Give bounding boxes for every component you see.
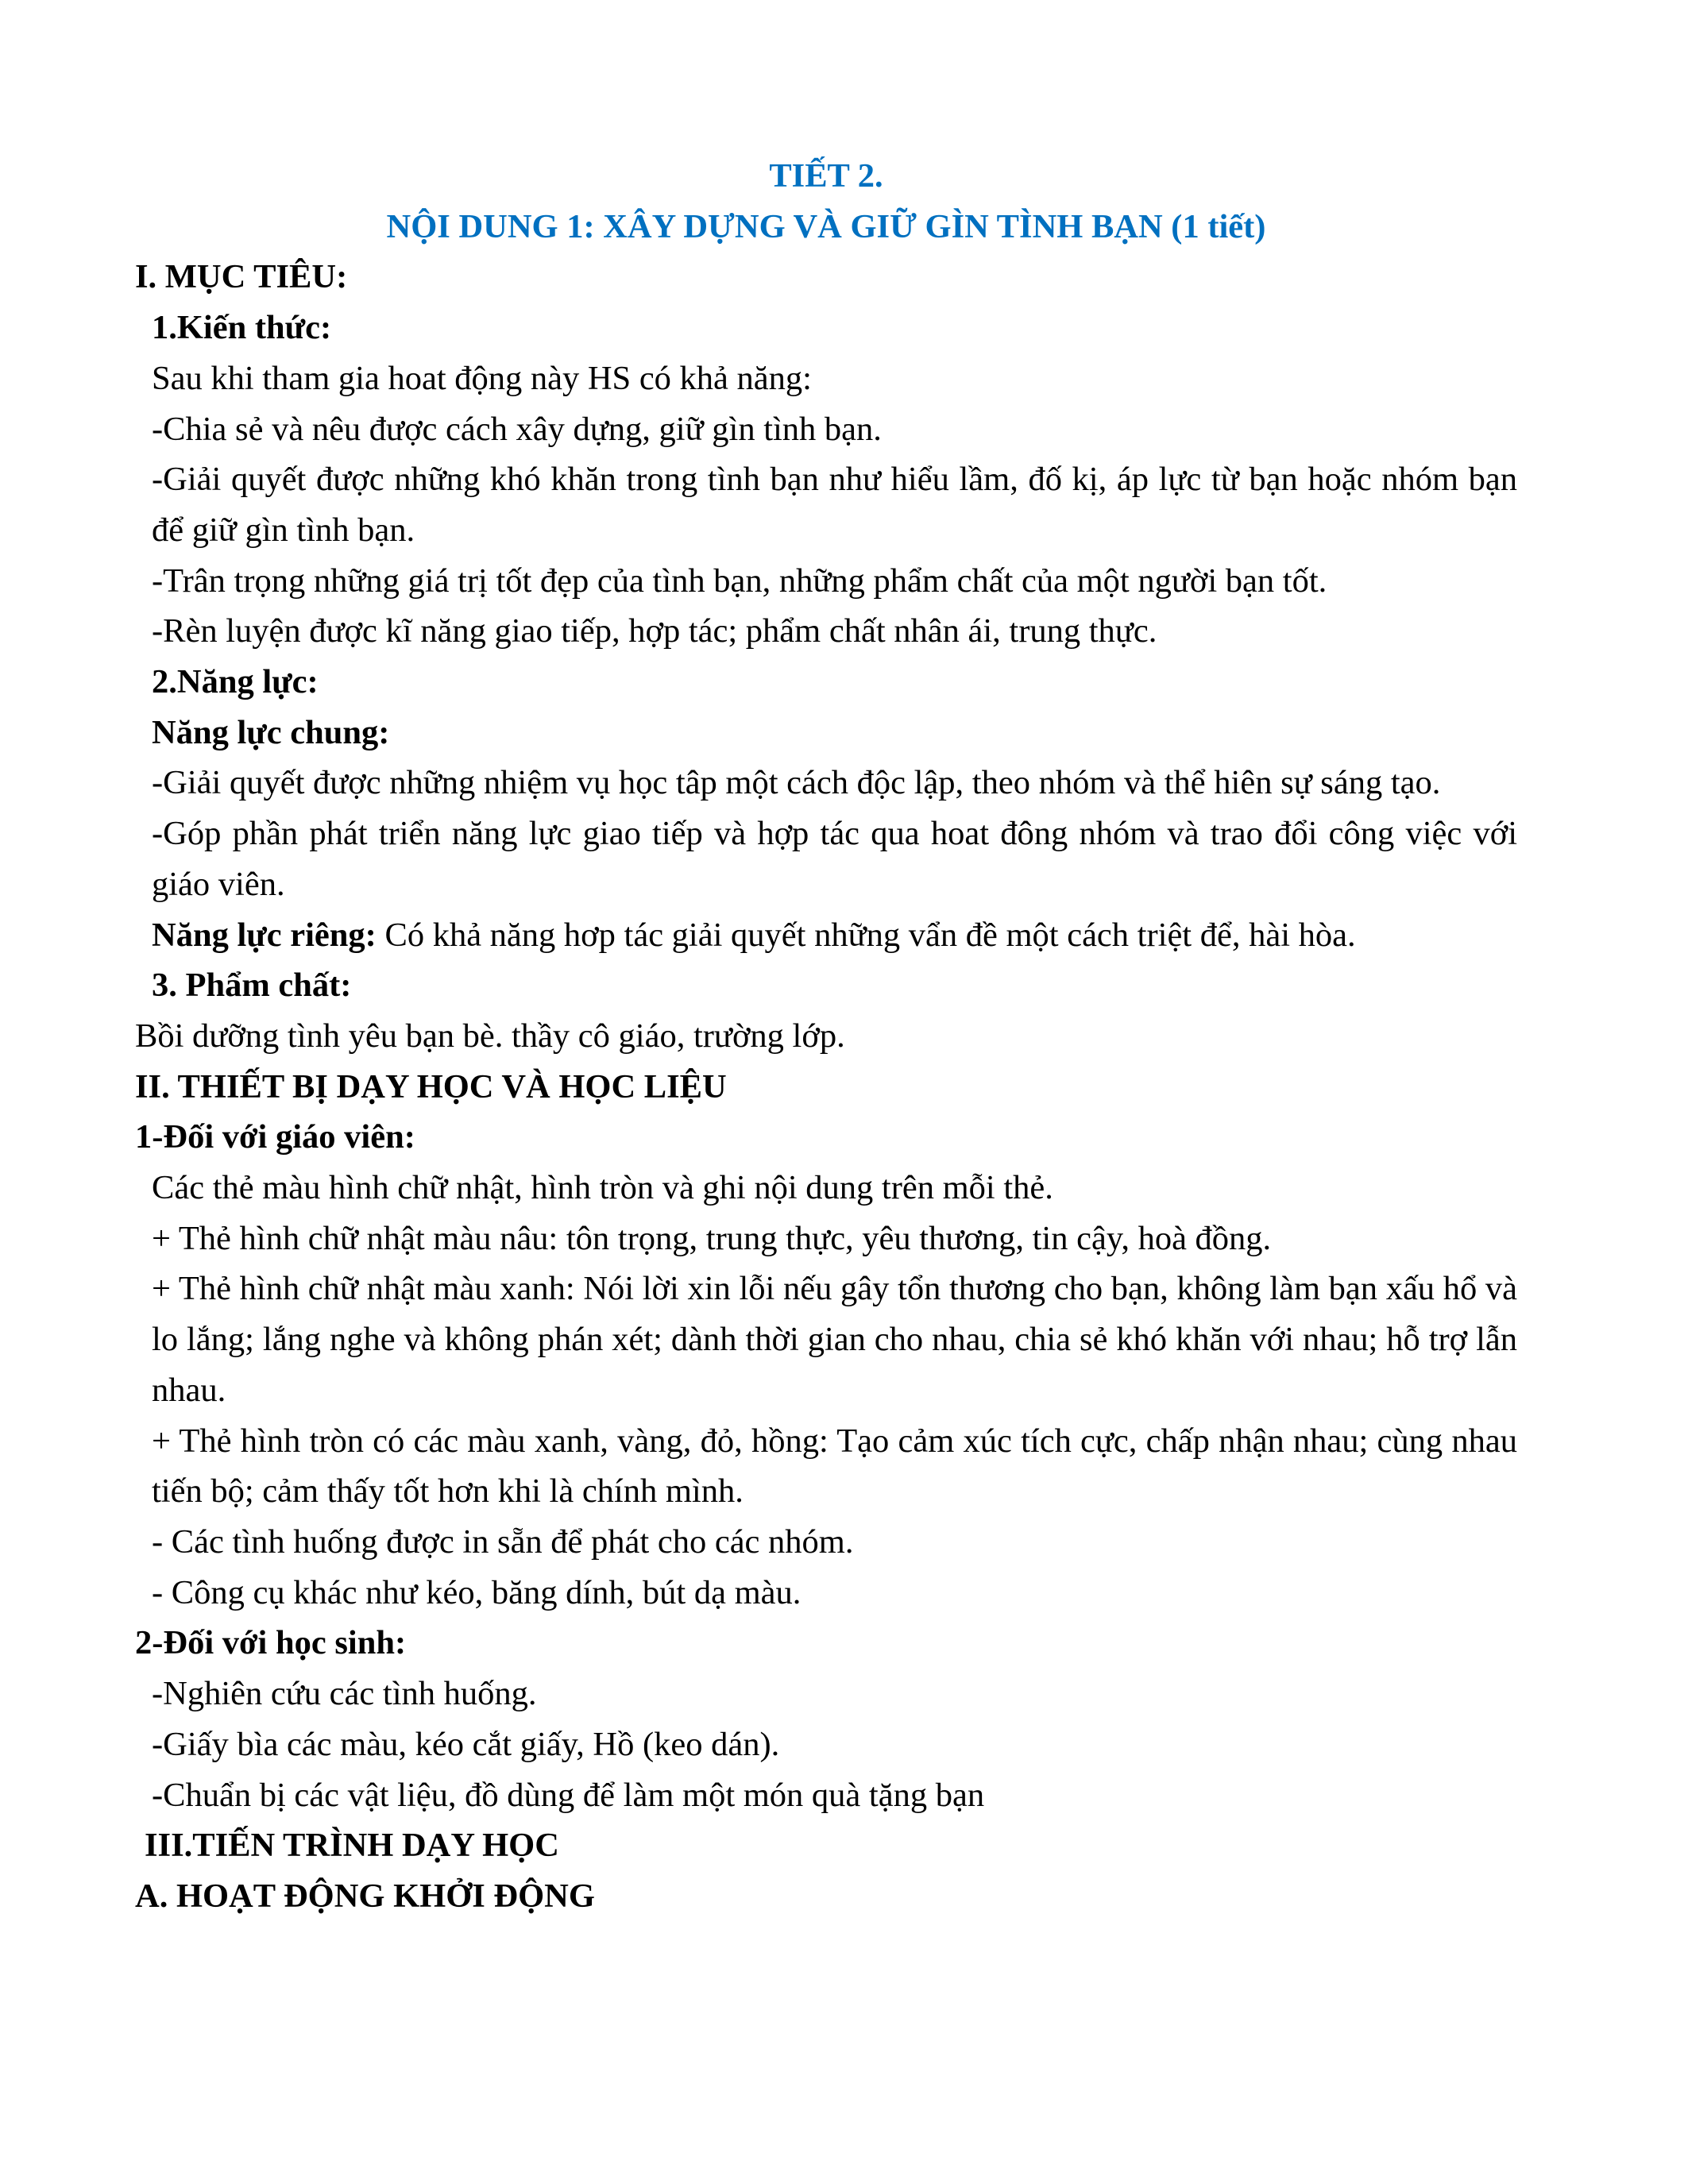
paragraph: -Góp phần phát triển năng lực giao tiếp và hợp tác qua hoat đông nhóm và trao đổi công việc với giáo viên. <box>152 815 1517 903</box>
label-specific-competence: Năng lực riêng: <box>152 916 377 954</box>
section-heading-objectives: I. MỤC TIÊU: <box>135 258 348 296</box>
text-specific-competence: Có khả năng hơp tác giải quyết những vẩn đề một cách triệt để, hài hòa. <box>376 916 1356 954</box>
paragraph: -Rèn luyện được kĩ năng giao tiếp, hợp tác; phẩm chất nhân ái, trung thực. <box>152 612 1157 650</box>
paragraph: + Thẻ hình chữ nhật màu xanh: Nói lời xin lỗi nếu gây tổn thương cho bạn, không làm bạn xấu hổ và lo lắng; lắng nghe và không phán xét; dành thời gian cho nhau, chia sẻ khó khăn với nhau; hỗ trợ lẫn nhau. <box>152 1270 1517 1409</box>
subheading-knowledge: 1.Kiến thức: <box>152 309 332 347</box>
paragraph-specific-competence <box>135 910 1517 961</box>
section-heading-equipment: II. THIẾT BỊ DẠY HỌC VÀ HỌC LIỆU <box>135 1067 727 1106</box>
paragraph: Bồi dưỡng tình yêu bạn bè. thầy cô giáo, trường lớp. <box>135 1017 845 1055</box>
subheading-qualities: 3. Phẩm chất: <box>152 967 352 1005</box>
lesson-subtitle: NỘI DUNG 1: XÂY DỰNG VÀ GIỮ GÌN TÌNH BẠN (1 tiết) <box>386 207 1266 245</box>
paragraph: - Các tình huống được in sẵn để phát cho các nhóm. <box>152 1522 854 1561</box>
paragraph: -Giải quyết được những khó khăn trong tình bạn như hiểu lầm, đố kị, áp lực từ bạn hoặc nhóm bạn để giữ gìn tình bạn. <box>152 461 1517 549</box>
subheading-teacher: 1-Đối với giáo viên: <box>135 1118 415 1156</box>
subheading-warmup: A. HOẠT ĐỘNG KHỞI ĐỘNG <box>135 1877 595 1915</box>
paragraph: -Chia sẻ và nêu được cách xây dựng, giữ gìn tình bạn. <box>152 410 882 448</box>
paragraph: + Thẻ hình tròn có các màu xanh, vàng, đỏ, hồng: Tạo cảm xúc tích cực, chấp nhận nhau; cùng nhau tiến bộ; cảm thấy tốt hơn khi là chính mình. <box>152 1422 1517 1511</box>
paragraph: -Giải quyết được những nhiệm vụ học tâp một cách độc lập, theo nhóm và thể hiên sự sáng tạo. <box>152 764 1441 802</box>
paragraph: Các thẻ màu hình chữ nhật, hình tròn và ghi nội dung trên mỗi thẻ. <box>152 1169 1053 1207</box>
paragraph: -Nghiên cứu các tình huống. <box>152 1675 537 1713</box>
paragraph: + Thẻ hình chữ nhật màu nâu: tôn trọng, trung thực, yêu thương, tin cậy, hoà đồng. <box>152 1219 1272 1257</box>
paragraph: -Chuẩn bị các vật liệu, đồ dùng để làm một món quà tặng bạn <box>152 1776 985 1814</box>
subheading-general-competence: Năng lực chung: <box>152 713 390 751</box>
subheading-competence: 2.Năng lực: <box>152 663 319 701</box>
paragraph: -Trân trọng những giá trị tốt đẹp của tình bạn, những phẩm chất của một người bạn tốt. <box>152 561 1327 600</box>
paragraph: - Công cụ khác như kéo, băng dính, bút dạ màu. <box>152 1573 802 1611</box>
document-page <box>135 151 1517 1922</box>
paragraph: -Giấy bìa các màu, kéo cắt giấy, Hồ (keo dán). <box>152 1725 780 1763</box>
paragraph: Sau khi tham gia hoat động này HS có khả năng: <box>152 359 812 397</box>
lesson-title: TIẾT 2. <box>769 157 883 195</box>
subheading-students: 2-Đối với học sinh: <box>135 1624 407 1662</box>
section-heading-process: III.TIẾN TRÌNH DẠY HỌC <box>145 1827 559 1865</box>
